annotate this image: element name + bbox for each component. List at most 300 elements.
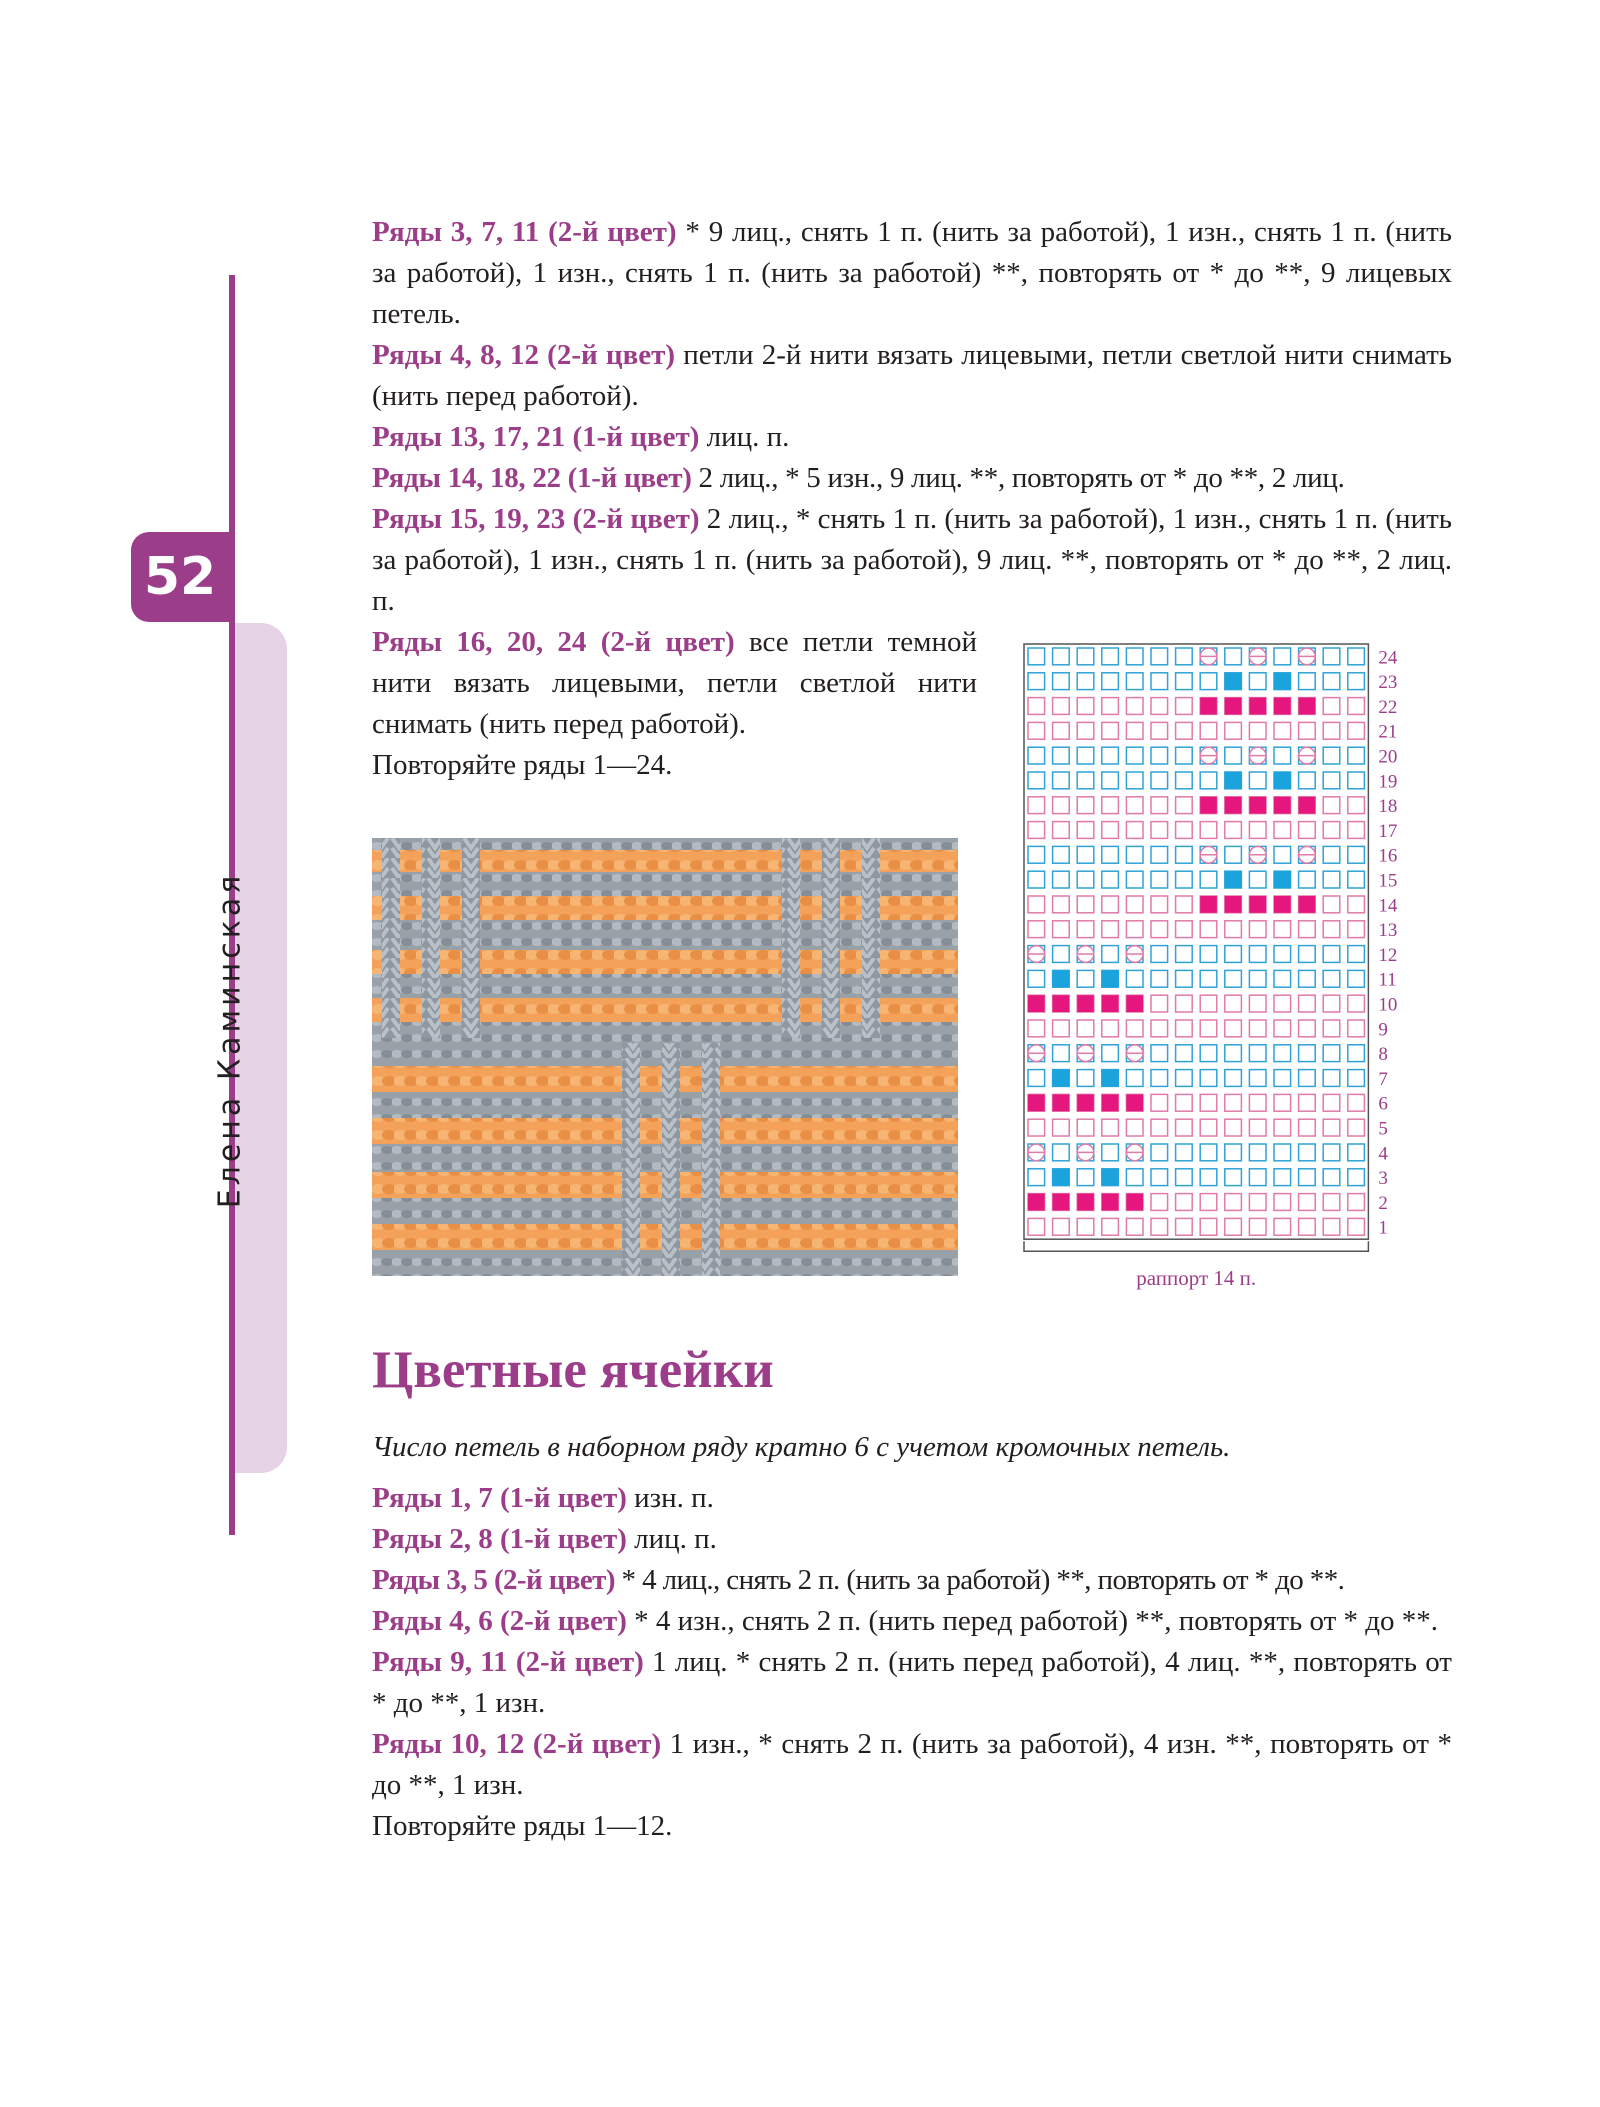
chart-row-number: 1 xyxy=(1378,1217,1388,1239)
chart-cell xyxy=(1348,822,1365,839)
chart-cell xyxy=(1323,1045,1340,1062)
instructions-top xyxy=(372,212,1452,622)
page-number: 52 xyxy=(131,532,229,622)
chart-cell xyxy=(1249,1194,1266,1211)
chart-cell xyxy=(1249,1119,1266,1136)
chart-cell xyxy=(1176,1218,1193,1235)
chart-cell xyxy=(1102,1119,1119,1136)
chart-cell xyxy=(1348,1020,1365,1037)
chart-cell xyxy=(1225,822,1242,839)
repeat-note: Повторяйте ряды 1—24. xyxy=(372,749,673,781)
knit-sample-photo xyxy=(372,838,958,1276)
chart-cell xyxy=(1299,1070,1316,1087)
chart-cell xyxy=(1299,946,1316,963)
instruction-line: Ряды 14, 18, 22 (1-й цвет) 2 лиц., * 5 изн., 9 лиц. **, повторять от * до **, 2 лиц. xyxy=(372,462,1345,494)
chart-cell xyxy=(1348,722,1365,739)
chart-cell-filled xyxy=(1274,673,1291,690)
chart-row-number: 2 xyxy=(1378,1192,1388,1214)
chart-frame xyxy=(1024,644,1368,1239)
chart-cell-filled xyxy=(1053,970,1070,987)
chart-cell-filled xyxy=(1102,970,1119,987)
chart-cell xyxy=(1323,673,1340,690)
chart-cell xyxy=(1176,1194,1193,1211)
chart-cell xyxy=(1249,946,1266,963)
chart-cell xyxy=(1249,1045,1266,1062)
chart-cell xyxy=(1348,896,1365,913)
instruction-line: Ряды 13, 17, 21 (1-й цвет) лиц. п. xyxy=(372,421,790,453)
chart-cell xyxy=(1274,1094,1291,1111)
chart-cell xyxy=(1249,1218,1266,1235)
chart-cell xyxy=(1323,648,1340,665)
chart-cell-filled xyxy=(1225,673,1242,690)
chart-cell xyxy=(1225,1169,1242,1186)
chart-cell-filled xyxy=(1053,1094,1070,1111)
chart-cell xyxy=(1077,722,1094,739)
chart-cell xyxy=(1126,1119,1143,1136)
chart-repeat-bracket xyxy=(1024,1241,1368,1251)
instruction-line: Ряды 15, 19, 23 (2-й цвет) 2 лиц., * снять 1 п. (нить за работой), 1 изн., снять 1 п. (нить за работой), 1 изн., снять 1 п. (нить за работой), 9 лиц. **, повторять от * до **, 2 лиц. п. xyxy=(372,503,1452,617)
chart-cell xyxy=(1176,673,1193,690)
chart-cell xyxy=(1200,1144,1217,1161)
chart-cell xyxy=(1053,1045,1070,1062)
chart-cell xyxy=(1053,1020,1070,1037)
chart-cell xyxy=(1028,1169,1045,1186)
chart-cell xyxy=(1274,1070,1291,1087)
chart-cell xyxy=(1274,921,1291,938)
chart-cell xyxy=(1151,822,1168,839)
chart-cell xyxy=(1200,871,1217,888)
chart-row-number: 14 xyxy=(1378,895,1398,917)
chart-cell xyxy=(1348,1070,1365,1087)
chart-cell xyxy=(1053,1144,1070,1161)
chart-cell xyxy=(1348,698,1365,715)
chart-cell-filled xyxy=(1126,1194,1143,1211)
chart-row-number: 4 xyxy=(1378,1143,1388,1165)
chart-cell xyxy=(1249,921,1266,938)
chart-row-number: 5 xyxy=(1378,1118,1388,1140)
chart-row-number: 9 xyxy=(1378,1019,1388,1041)
chart-cell xyxy=(1200,921,1217,938)
chart-row-number: 15 xyxy=(1378,870,1398,892)
chart-cell xyxy=(1126,822,1143,839)
instruction-line: Ряды 3, 5 (2-й цвет) * 4 лиц., снять 2 п. (нить за работой) **, повторять от * до **. xyxy=(372,1564,1345,1596)
chart-cell xyxy=(1274,747,1291,764)
chart-cell xyxy=(1348,1045,1365,1062)
chart-cell xyxy=(1053,921,1070,938)
chart-cell xyxy=(1274,1194,1291,1211)
chart-row-number: 22 xyxy=(1378,696,1398,718)
chart-cell xyxy=(1151,995,1168,1012)
chart-cell xyxy=(1176,871,1193,888)
chart-cell xyxy=(1102,722,1119,739)
chart-cell xyxy=(1176,648,1193,665)
chart-cell xyxy=(1102,797,1119,814)
chart-cell xyxy=(1053,822,1070,839)
chart-cell xyxy=(1028,797,1045,814)
chart-cell xyxy=(1299,1020,1316,1037)
chart-cell xyxy=(1028,822,1045,839)
chart-row-number: 10 xyxy=(1378,994,1398,1016)
chart-cell xyxy=(1225,722,1242,739)
chart-cell xyxy=(1053,846,1070,863)
chart-cell xyxy=(1077,797,1094,814)
chart-cell xyxy=(1249,1070,1266,1087)
chart-cell xyxy=(1028,772,1045,789)
chart-cell xyxy=(1274,1119,1291,1136)
chart-cell xyxy=(1225,1020,1242,1037)
chart-cell xyxy=(1274,1020,1291,1037)
chart-row-number: 7 xyxy=(1378,1068,1388,1090)
chart-cell xyxy=(1200,1119,1217,1136)
chart-svg xyxy=(1020,640,1450,1290)
chart-cell xyxy=(1176,896,1193,913)
chart-cell xyxy=(1249,1094,1266,1111)
chart-cell xyxy=(1348,747,1365,764)
chart-cell-filled xyxy=(1274,797,1291,814)
chart-row-number: 12 xyxy=(1378,944,1398,966)
chart-cell xyxy=(1323,1020,1340,1037)
chart-cell-filled xyxy=(1225,698,1242,715)
knitting-chart xyxy=(1020,640,1450,1290)
chart-cell xyxy=(1176,1094,1193,1111)
chart-cell-filled xyxy=(1274,896,1291,913)
instruction-line: Ряды 3, 7, 11 (2-й цвет) * 9 лиц., снять 1 п. (нить за работой), 1 изн., снять 1 п. (нить за работой), 1 изн., снять 1 п. (нить за работой) **, повторять от * до **, 9 лицевых петель. xyxy=(372,216,1452,330)
chart-cell xyxy=(1126,772,1143,789)
chart-cell xyxy=(1225,1218,1242,1235)
chart-cell xyxy=(1176,772,1193,789)
chart-cell xyxy=(1151,1169,1168,1186)
chart-cell-filled xyxy=(1274,698,1291,715)
chart-cell-filled xyxy=(1200,698,1217,715)
chart-cell xyxy=(1299,822,1316,839)
chart-cell xyxy=(1102,648,1119,665)
chart-cell xyxy=(1176,797,1193,814)
chart-cell xyxy=(1348,797,1365,814)
chart-cell xyxy=(1249,673,1266,690)
chart-cell xyxy=(1151,1070,1168,1087)
chart-cell xyxy=(1028,970,1045,987)
chart-cell xyxy=(1077,1070,1094,1087)
chart-cell xyxy=(1126,846,1143,863)
chart-cell-filled xyxy=(1200,896,1217,913)
chart-cell xyxy=(1348,871,1365,888)
chart-cell-filled xyxy=(1299,698,1316,715)
chart-cell xyxy=(1225,995,1242,1012)
chart-cell xyxy=(1225,1045,1242,1062)
chart-cell xyxy=(1323,1119,1340,1136)
chart-cell xyxy=(1200,1218,1217,1235)
instruction-line: Ряды 2, 8 (1-й цвет) лиц. п. xyxy=(372,1523,717,1555)
chart-cell xyxy=(1249,772,1266,789)
chart-cell xyxy=(1274,946,1291,963)
chart-cell xyxy=(1028,896,1045,913)
chart-cell xyxy=(1151,673,1168,690)
chart-cell xyxy=(1348,1119,1365,1136)
chart-cell-filled xyxy=(1249,698,1266,715)
chart-cell xyxy=(1077,772,1094,789)
chart-cell xyxy=(1299,970,1316,987)
chart-cell xyxy=(1151,1020,1168,1037)
chart-cell xyxy=(1126,970,1143,987)
chart-cell xyxy=(1323,1194,1340,1211)
chart-cell xyxy=(1348,921,1365,938)
chart-cell xyxy=(1102,1218,1119,1235)
chart-cell xyxy=(1323,846,1340,863)
chart-cell xyxy=(1102,698,1119,715)
chart-row-number: 19 xyxy=(1378,771,1398,793)
chart-cell xyxy=(1299,995,1316,1012)
chart-cell xyxy=(1151,1094,1168,1111)
chart-cell xyxy=(1151,871,1168,888)
chart-row-number: 6 xyxy=(1378,1093,1388,1115)
chart-cell xyxy=(1126,1169,1143,1186)
chart-cell xyxy=(1028,722,1045,739)
chart-cell xyxy=(1200,1194,1217,1211)
knit-photo-svg xyxy=(372,838,958,1276)
chart-cell xyxy=(1225,946,1242,963)
chart-cell xyxy=(1225,846,1242,863)
chart-cell xyxy=(1274,1169,1291,1186)
chart-cell xyxy=(1249,1169,1266,1186)
chart-cell xyxy=(1176,1169,1193,1186)
chart-cell xyxy=(1176,1020,1193,1037)
chart-cell xyxy=(1053,1119,1070,1136)
chart-cell xyxy=(1299,722,1316,739)
instruction-line: Ряды 4, 8, 12 (2-й цвет) петли 2-й нити вязать лицевыми, петли светлой нити снимать (нить перед работой). xyxy=(372,339,1452,412)
chart-row-number: 18 xyxy=(1378,796,1398,818)
chart-row-number: 24 xyxy=(1378,647,1398,669)
chart-cell xyxy=(1053,698,1070,715)
chart-cell xyxy=(1348,1094,1365,1111)
instruction-line: Ряды 1, 7 (1-й цвет) изн. п. xyxy=(372,1482,714,1514)
chart-cell xyxy=(1176,921,1193,938)
chart-cell xyxy=(1176,1070,1193,1087)
chart-cell xyxy=(1126,1218,1143,1235)
chart-cell xyxy=(1249,822,1266,839)
chart-cell xyxy=(1053,772,1070,789)
chart-cell xyxy=(1200,1020,1217,1037)
chart-cell-filled xyxy=(1102,1194,1119,1211)
chart-cell xyxy=(1126,871,1143,888)
chart-cell xyxy=(1249,1144,1266,1161)
chart-cell xyxy=(1151,698,1168,715)
chart-cell xyxy=(1126,797,1143,814)
chart-cell xyxy=(1323,995,1340,1012)
chart-row-number: 21 xyxy=(1378,721,1398,743)
chart-cell xyxy=(1323,772,1340,789)
chart-cell xyxy=(1077,846,1094,863)
instruction-line: Ряды 4, 6 (2-й цвет) * 4 изн., снять 2 п. (нить перед работой) **, повторять от * до **. xyxy=(372,1605,1439,1637)
chart-cell xyxy=(1200,1070,1217,1087)
chart-cell-filled xyxy=(1225,772,1242,789)
chart-cell xyxy=(1176,747,1193,764)
chart-cell xyxy=(1249,970,1266,987)
chart-cell xyxy=(1077,1020,1094,1037)
chart-cell xyxy=(1348,772,1365,789)
chart-cell xyxy=(1077,822,1094,839)
chart-cell xyxy=(1077,673,1094,690)
chart-cell xyxy=(1151,1144,1168,1161)
chart-cell xyxy=(1299,921,1316,938)
chart-cell xyxy=(1028,747,1045,764)
chart-cell xyxy=(1151,846,1168,863)
chart-cell xyxy=(1077,1218,1094,1235)
chart-cell-filled xyxy=(1102,1070,1119,1087)
chart-cell xyxy=(1176,846,1193,863)
chart-cell xyxy=(1102,1144,1119,1161)
chart-cell-filled xyxy=(1053,995,1070,1012)
chart-cell xyxy=(1249,1020,1266,1037)
chart-cell xyxy=(1249,871,1266,888)
chart-cell xyxy=(1028,648,1045,665)
chart-row-number: 20 xyxy=(1378,746,1398,768)
chart-cell xyxy=(1151,896,1168,913)
chart-cell xyxy=(1348,1194,1365,1211)
chart-cell xyxy=(1200,673,1217,690)
chart-cell xyxy=(1126,921,1143,938)
chart-cell xyxy=(1323,822,1340,839)
chart-cell-filled xyxy=(1249,797,1266,814)
chart-cell xyxy=(1348,1218,1365,1235)
chart-cell-filled xyxy=(1249,896,1266,913)
chart-cell xyxy=(1126,673,1143,690)
chart-cell xyxy=(1323,896,1340,913)
chart-cell xyxy=(1299,772,1316,789)
chart-row-number: 17 xyxy=(1378,820,1398,842)
chart-cell xyxy=(1323,946,1340,963)
chart-cell xyxy=(1200,970,1217,987)
chart-cell xyxy=(1176,995,1193,1012)
chart-cell-filled xyxy=(1126,1094,1143,1111)
chart-cell xyxy=(1151,921,1168,938)
chart-cell xyxy=(1249,995,1266,1012)
chart-cell xyxy=(1028,1218,1045,1235)
chart-cell xyxy=(1102,921,1119,938)
chart-cell xyxy=(1323,1218,1340,1235)
chart-cell xyxy=(1348,673,1365,690)
chart-cell xyxy=(1102,673,1119,690)
chart-cell xyxy=(1053,673,1070,690)
chart-cell xyxy=(1348,1144,1365,1161)
chart-cell xyxy=(1225,1119,1242,1136)
chart-cell xyxy=(1225,1144,1242,1161)
chart-cell xyxy=(1028,871,1045,888)
chart-cell xyxy=(1323,1169,1340,1186)
chart-cell xyxy=(1176,970,1193,987)
chart-cell xyxy=(1126,747,1143,764)
chart-cell xyxy=(1348,648,1365,665)
chart-cell xyxy=(1102,946,1119,963)
chart-cell xyxy=(1299,1094,1316,1111)
chart-cell xyxy=(1151,1218,1168,1235)
chart-cell xyxy=(1151,970,1168,987)
chart-cell xyxy=(1053,1218,1070,1235)
chart-cell xyxy=(1126,896,1143,913)
chart-cell xyxy=(1077,970,1094,987)
chart-cell xyxy=(1323,747,1340,764)
author-label: Елена Каминская xyxy=(212,871,248,1209)
chart-cell xyxy=(1151,722,1168,739)
chart-cell xyxy=(1028,673,1045,690)
chart-cell-filled xyxy=(1028,1194,1045,1211)
chart-cell-filled xyxy=(1077,995,1094,1012)
intro-note: Число петель в наборном ряду кратно 6 с учетом кромочных петель. xyxy=(372,1431,1231,1463)
chart-cell xyxy=(1299,1045,1316,1062)
chart-cell xyxy=(1348,846,1365,863)
chart-cell xyxy=(1200,946,1217,963)
chart-cell xyxy=(1348,1169,1365,1186)
chart-cell xyxy=(1102,772,1119,789)
chart-cell xyxy=(1274,1218,1291,1235)
chart-cell-filled xyxy=(1053,1194,1070,1211)
chart-cell xyxy=(1151,797,1168,814)
chart-cell xyxy=(1176,1119,1193,1136)
chart-cell xyxy=(1126,1070,1143,1087)
chart-cell xyxy=(1077,1169,1094,1186)
chart-cell xyxy=(1176,698,1193,715)
chart-cell xyxy=(1225,648,1242,665)
chart-cell xyxy=(1151,1045,1168,1062)
chart-cell xyxy=(1225,921,1242,938)
chart-cell xyxy=(1151,648,1168,665)
chart-cell-filled xyxy=(1102,995,1119,1012)
chart-cell-filled xyxy=(1077,1094,1094,1111)
chart-cell xyxy=(1225,1070,1242,1087)
chart-cell xyxy=(1299,1119,1316,1136)
chart-cell xyxy=(1102,822,1119,839)
chart-cell xyxy=(1102,896,1119,913)
chart-cell xyxy=(1225,1094,1242,1111)
chart-cell-filled xyxy=(1225,896,1242,913)
chart-row-number: 3 xyxy=(1378,1168,1388,1190)
chart-cell-filled xyxy=(1274,871,1291,888)
chart-cell xyxy=(1077,698,1094,715)
chart-cell xyxy=(1299,673,1316,690)
chart-cell xyxy=(1053,648,1070,665)
chart-row-number: 13 xyxy=(1378,920,1398,942)
chart-cell xyxy=(1102,846,1119,863)
chart-cell xyxy=(1077,871,1094,888)
chart-cell xyxy=(1053,797,1070,814)
chart-cell xyxy=(1299,1169,1316,1186)
chart-cell xyxy=(1200,722,1217,739)
instruction-line: Ряды 16, 20, 24 (2-й цвет) все петли темной нити вязать лицевыми, петли светлой нити снимать (нить перед работой). xyxy=(372,626,978,740)
chart-cell xyxy=(1053,747,1070,764)
chart-cell-filled xyxy=(1053,1070,1070,1087)
chart-cell xyxy=(1225,747,1242,764)
chart-cell xyxy=(1274,1144,1291,1161)
chart-cell xyxy=(1200,822,1217,839)
chart-cell xyxy=(1323,698,1340,715)
chart-cell xyxy=(1225,970,1242,987)
chart-cell xyxy=(1102,1045,1119,1062)
chart-cell xyxy=(1323,797,1340,814)
chart-cell xyxy=(1200,1094,1217,1111)
chart-cell xyxy=(1126,1020,1143,1037)
chart-cell xyxy=(1200,1169,1217,1186)
chart-cell xyxy=(1077,648,1094,665)
chart-cell xyxy=(1299,1194,1316,1211)
chart-cell xyxy=(1176,1144,1193,1161)
chart-cell xyxy=(1028,1070,1045,1087)
chart-cell-filled xyxy=(1028,1094,1045,1111)
chart-cell xyxy=(1299,871,1316,888)
chart-cell xyxy=(1200,995,1217,1012)
chart-cell xyxy=(1028,698,1045,715)
instruction-line: Ряды 9, 11 (2-й цвет) 1 лиц. * снять 2 п. (нить перед работой), 4 лиц. **, повторять от * до **, 1 изн. xyxy=(372,1646,1452,1719)
chart-cell xyxy=(1200,1045,1217,1062)
instructions-narrow xyxy=(372,622,977,786)
